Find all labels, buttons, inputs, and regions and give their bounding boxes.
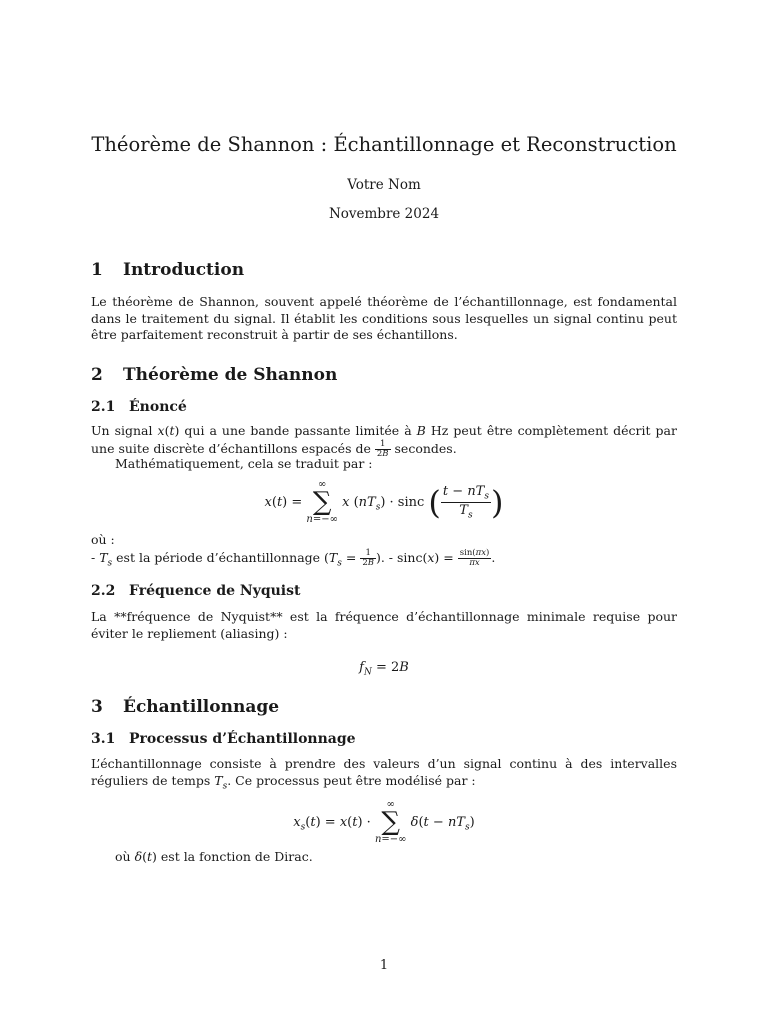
sum-symbol: ∞ ∑ n=−∞ — [306, 479, 338, 525]
subsection-heading-nyquist — [91, 583, 300, 599]
section-title: Échantillonnage — [123, 697, 280, 717]
section-heading-echantillonnage — [91, 697, 279, 717]
sinc-argument-fraction: $\frac{t - nT_s}{T_s}$ — [442, 484, 489, 521]
section-number: 3 — [91, 697, 103, 717]
processus-paragraph: L’échantillonnage consiste à prendre des valeurs d’un signal continu à des intervalles réguliers de temps $T_s$. Ce processus peut être modélisé par : — [91, 756, 677, 791]
subsection-heading-processus — [91, 731, 356, 747]
section-heading-theoreme — [91, 365, 337, 385]
section-number: 1 — [91, 260, 103, 280]
section-heading-introduction — [91, 260, 244, 280]
reconstruction-equation: x(t) = ∞ ∑ n=−∞ x $(nT_s) \cdot \sin c$ ( $\frac{t - nT_s}{T_s}$ ) — [264, 479, 504, 525]
date: Novembre 2024 — [328, 206, 440, 222]
subsection-number: 3.1 — [91, 731, 116, 747]
nyquist-paragraph: La **fréquence de Nyquist** est la fréquence d’échantillonnage minimale requise pour éviter le repliement (aliasing) : — [91, 609, 677, 641]
subsection-title: Processus d’Échantillonnage — [129, 731, 356, 747]
section-title: Introduction — [123, 260, 245, 280]
sum-symbol: ∞ ∑ n=−∞ — [374, 799, 407, 845]
definitions-line: - $T_s$ est la période d’échantillonnage ($T_s$ = $\frac{1}{2B}$ ). - sinc(x) = $\frac{\sin(\pi x)}{\pi x}$ . — [91, 548, 496, 569]
dirac-paragraph: où δ(t) est la fonction de Dirac. — [115, 849, 313, 864]
math-intro-paragraph: Mathématiquement, cela se traduit par : — [115, 456, 373, 471]
sinc-definition-fraction: $\frac{\sin(\pi x)}{\pi x}$ — [459, 548, 490, 568]
fraction-1-over-2b: $\frac{1}{2B}$ — [376, 438, 389, 459]
sampling-equation: $x_s(t) = x(t)$ · ∞ ∑ n=−∞ $\delta(t - nT_s)$ — [293, 799, 475, 845]
document-title: Théorème de Shannon : Échantillonnage et Reconstruction — [91, 133, 677, 156]
section-number: 2 — [91, 365, 103, 385]
subsection-number: 2.2 — [91, 583, 116, 599]
page-number: 1 — [379, 958, 389, 973]
subsection-title: Fréquence de Nyquist — [129, 583, 301, 599]
subsection-number: 2.1 — [91, 399, 116, 415]
subsection-title: Énoncé — [129, 399, 187, 415]
introduction-paragraph: Le théorème de Shannon, souvent appelé théorème de l’échantillonnage, est fondamental dans le traitement du signal. Il établit les conditions sous lesquelles un signal continu peut être parfaitement reconstruit à partir de ses échantillons. — [91, 294, 677, 342]
section-title: Théorème de Shannon — [123, 365, 338, 385]
nyquist-equation: $f_N = 2B$ — [359, 660, 409, 678]
enonce-paragraph: Un signal x(t) qui a une bande passante limitée à B Hz peut être complètement décrit par une suite discrète d’échantillons espacés de $\frac{1}{2B}$ secondes. — [91, 423, 677, 459]
subsection-heading-enonce — [91, 399, 187, 415]
author: Votre Nom — [347, 177, 421, 193]
page — [91, 0, 677, 1024]
ou-label: où : — [91, 532, 115, 547]
